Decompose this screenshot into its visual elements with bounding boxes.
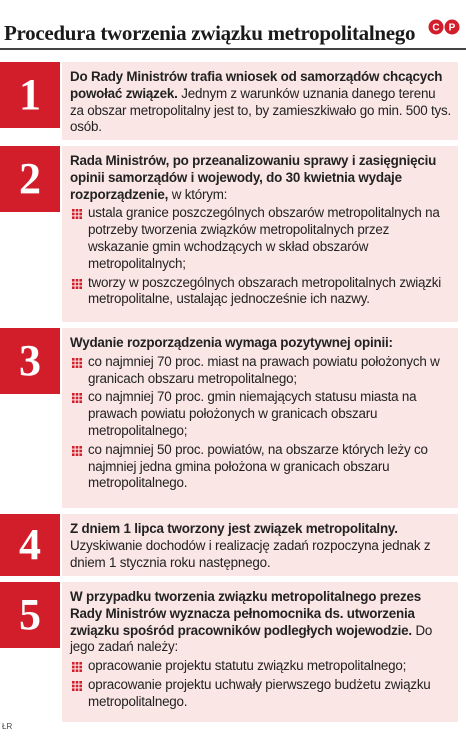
step-lead-bold: Z dniem 1 lipca tworzony jest związek metropolitalny.	[70, 521, 398, 536]
step-2	[0, 146, 466, 322]
bullet-text: co najmniej 50 proc. powiatów, na obszarze których leży co najmniej jedna gmina położona w granicach obszaru metropolitalnego.	[88, 441, 428, 491]
step-number: 5	[0, 582, 60, 648]
title-divider	[0, 48, 466, 50]
step-1	[0, 62, 466, 140]
bullet-item	[70, 205, 452, 272]
bullet-item	[70, 275, 452, 309]
grid-bullet-icon	[72, 446, 82, 456]
step-lead-bold: Do Rady Ministrów trafia wniosek od samorządów chcących powołać związek.	[70, 69, 443, 101]
bullet-text: opracowanie projektu uchwały pierwszego budżetu związku metropolitalnego.	[88, 676, 431, 709]
step-lead	[70, 521, 452, 571]
step-lead-rest: Do jego zadań należy:	[70, 622, 433, 655]
bullet-text: tworzy w poszczególnych obszarach metropolitalnych związki metropolitalne, ustalając jednocześnie ich nazwy.	[88, 274, 442, 307]
bullet-item	[70, 389, 452, 439]
author-credit: ŁR	[2, 722, 13, 731]
bullet-item	[70, 658, 452, 675]
step-5	[0, 582, 466, 722]
step-lead-rest: w którym:	[168, 186, 228, 202]
bullet-text: co najmniej 70 proc. miast na prawach powiatu położonych w granicach obszaru metropolitalnego;	[88, 353, 440, 386]
step-4	[0, 514, 466, 576]
bullet-item	[70, 354, 452, 388]
step-lead-rest: Uzyskiwanie dochodów i realizację zadań rozpoczyna jednak z dniem 1 stycznia roku następnego.	[70, 537, 431, 570]
step-lead	[70, 69, 452, 136]
step-lead	[70, 335, 452, 352]
grid-bullet-icon	[72, 662, 82, 672]
bullet-text: opracowanie projektu statutu związku metropolitalnego;	[88, 658, 407, 674]
grid-bullet-icon	[72, 681, 82, 691]
step-number: 3	[0, 328, 60, 394]
bullet-item	[70, 442, 452, 492]
step-3	[0, 328, 466, 508]
svg-text:P: P	[448, 22, 456, 34]
page-title: Procedura tworzenia związku metropolitalnego	[4, 21, 416, 45]
bullet-text: co najmniej 70 proc. gmin niemających statusu miasta na prawach powiatu położonych w granicach obszaru metropolitalnego;	[88, 389, 417, 438]
step-number: 4	[0, 514, 60, 576]
step-lead-bold: Wydanie rozporządzenia wymaga pozytywnej opinii:	[70, 335, 393, 350]
publisher-logo-icon	[428, 18, 460, 36]
grid-bullet-icon	[72, 393, 82, 403]
step-body	[62, 582, 458, 722]
bullet-text: ustala granice poszczególnych obszarów metropolitalnych na potrzeby tworzenia związków metropolitalnych przez wskazanie gmin wchodzących w skład obszarów metropolitalnych;	[88, 205, 440, 271]
step-number: 1	[0, 62, 60, 128]
grid-bullet-icon	[72, 209, 82, 219]
svg-text:C: C	[432, 22, 440, 34]
grid-bullet-icon	[72, 279, 82, 289]
step-body	[62, 146, 458, 322]
step-body	[62, 514, 458, 576]
step-lead	[70, 153, 452, 203]
step-lead-bold: W przypadku tworzenia związku metropolitalnego prezes Rady Ministrów wyznacza pełnomocnika ds. utworzenia związku spośród pracowników podległych wojewodzie.	[70, 589, 422, 638]
step-body	[62, 62, 458, 140]
grid-bullet-icon	[72, 358, 82, 368]
step-lead	[70, 589, 452, 656]
step-lead-rest: Jednym z warunków uznania danego terenu za obszar metropolitalny jest to, by zamieszkiwało go min. 500 tys. osób.	[70, 85, 452, 135]
step-number: 2	[0, 146, 60, 212]
step-lead-bold: Rada Ministrów, po przeanalizowaniu sprawy i zasięgnięciu opinii samorządów i wojewody, do 30 kwietnia wydaje rozporządzenie,	[70, 153, 437, 202]
step-body	[62, 328, 458, 508]
bullet-item	[70, 677, 452, 711]
